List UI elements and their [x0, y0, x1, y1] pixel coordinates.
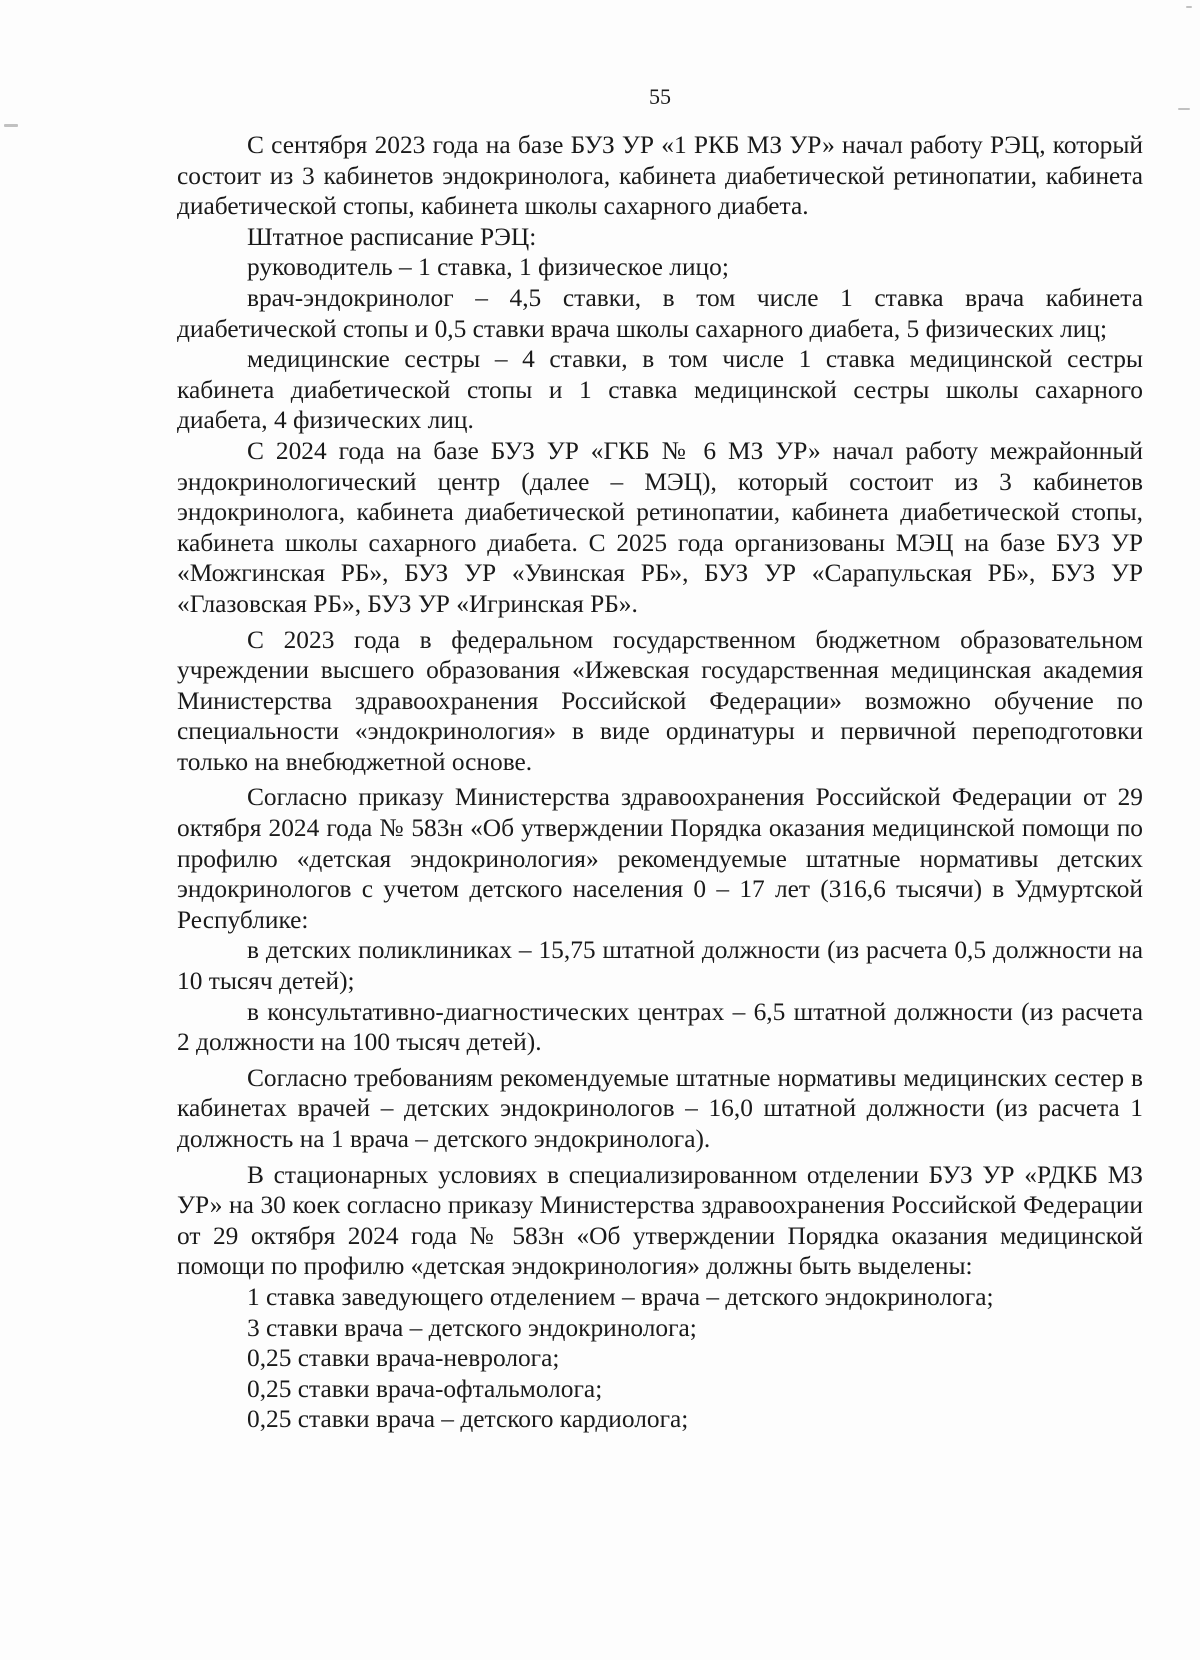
document-body	[177, 130, 1143, 1435]
paragraph: 0,25 ставки врача – детского кардиолога;	[247, 1405, 689, 1434]
paragraph: Штатное расписание РЭЦ:	[247, 222, 537, 251]
paragraph: Согласно приказу Министерства здравоохранения Российской Федерации от 29 октября 2024 года № 583н «Об утверждении Порядка оказания медицинской помощи по профилю «детская эндокринология» рекомендуемые штатные нормативы детских эндокринологов с учетом детского населения 0 – 17 лет (316,6 тысячи) в Удмуртской Республике:	[177, 783, 1143, 934]
paragraph: в детских поликлиниках – 15,75 штатной должности (из расчета 0,5 должности на 10 тысяч детей);	[177, 936, 1143, 996]
paragraph: медицинские сестры – 4 ставки, в том числе 1 ставка медицинской сестры кабинета диабетической стопы и 1 ставка медицинской сестры школы сахарного диабета, 4 физических лиц.	[177, 345, 1143, 435]
page-number: 55	[649, 84, 671, 109]
paragraph: С 2024 года на базе БУЗ УР «ГКБ № 6 МЗ УР» начал работу межрайонный эндокринологический центр (далее – МЭЦ), который состоит из 3 кабинетов эндокринолога, кабинета диабетической ретинопатии, кабинета диабетической стопы, кабинета школы сахарного диабета. С 2025 года организованы МЭЦ на базе БУЗ УР «Можгинская РБ», БУЗ УР «Увинская РБ», БУЗ УР «Сарапульская РБ», БУЗ УР «Глазовская РБ», БУЗ УР «Игринская РБ».	[177, 436, 1143, 618]
paragraph: Согласно требованиям рекомендуемые штатные нормативы медицинских сестер в кабинетах врачей – детских эндокринологов – 16,0 штатной должности (из расчета 1 должность на 1 врача – детского эндокринолога).	[177, 1063, 1143, 1153]
paragraph: 3 ставки врача – детского эндокринолога;	[247, 1313, 697, 1342]
paragraph: 1 ставка заведующего отделением – врача – детского эндокринолога;	[247, 1282, 994, 1311]
paragraph: С сентября 2023 года на базе БУЗ УР «1 РКБ МЗ УР» начал работу РЭЦ, который состоит из 3 кабинетов эндокринолога, кабинета диабетической ретинопатии, кабинета диабетической стопы, кабинета школы сахарного диабета.	[177, 131, 1143, 221]
paragraph: В стационарных условиях в специализированном отделении БУЗ УР «РДКБ МЗ УР» на 30 коек согласно приказу Министерства здравоохранения Российской Федерации от 29 октября 2024 года № 583н «Об утверждении Порядка оказания медицинской помощи по профилю «детская эндокринология» должны быть выделены:	[177, 1160, 1143, 1281]
scan-speck	[4, 124, 18, 127]
paragraph: в консультативно-диагностических центрах – 6,5 штатной должности (из расчета 2 должности на 100 тысяч детей).	[177, 997, 1143, 1057]
paragraph: 0,25 ставки врача-невролога;	[247, 1344, 560, 1373]
paragraph: руководитель – 1 ставка, 1 физическое лицо;	[247, 253, 729, 282]
paragraph: С 2023 года в федеральном государственном бюджетном образовательном учреждении высшего образования «Ижевская государственная медицинская академия Министерства здравоохранения Российской Федерации» возможно обучение по специальности «эндокринология» в виде ординатуры и первичной переподготовки только на внебюджетной основе.	[177, 625, 1143, 776]
scan-speck	[1186, 6, 1192, 8]
paragraph: врач-эндокринолог – 4,5 ставки, в том числе 1 ставка врача кабинета диабетической стопы и 0,5 ставки врача школы сахарного диабета, 5 физических лиц;	[177, 283, 1143, 343]
paragraph: 0,25 ставки врача-офтальмолога;	[247, 1374, 603, 1403]
